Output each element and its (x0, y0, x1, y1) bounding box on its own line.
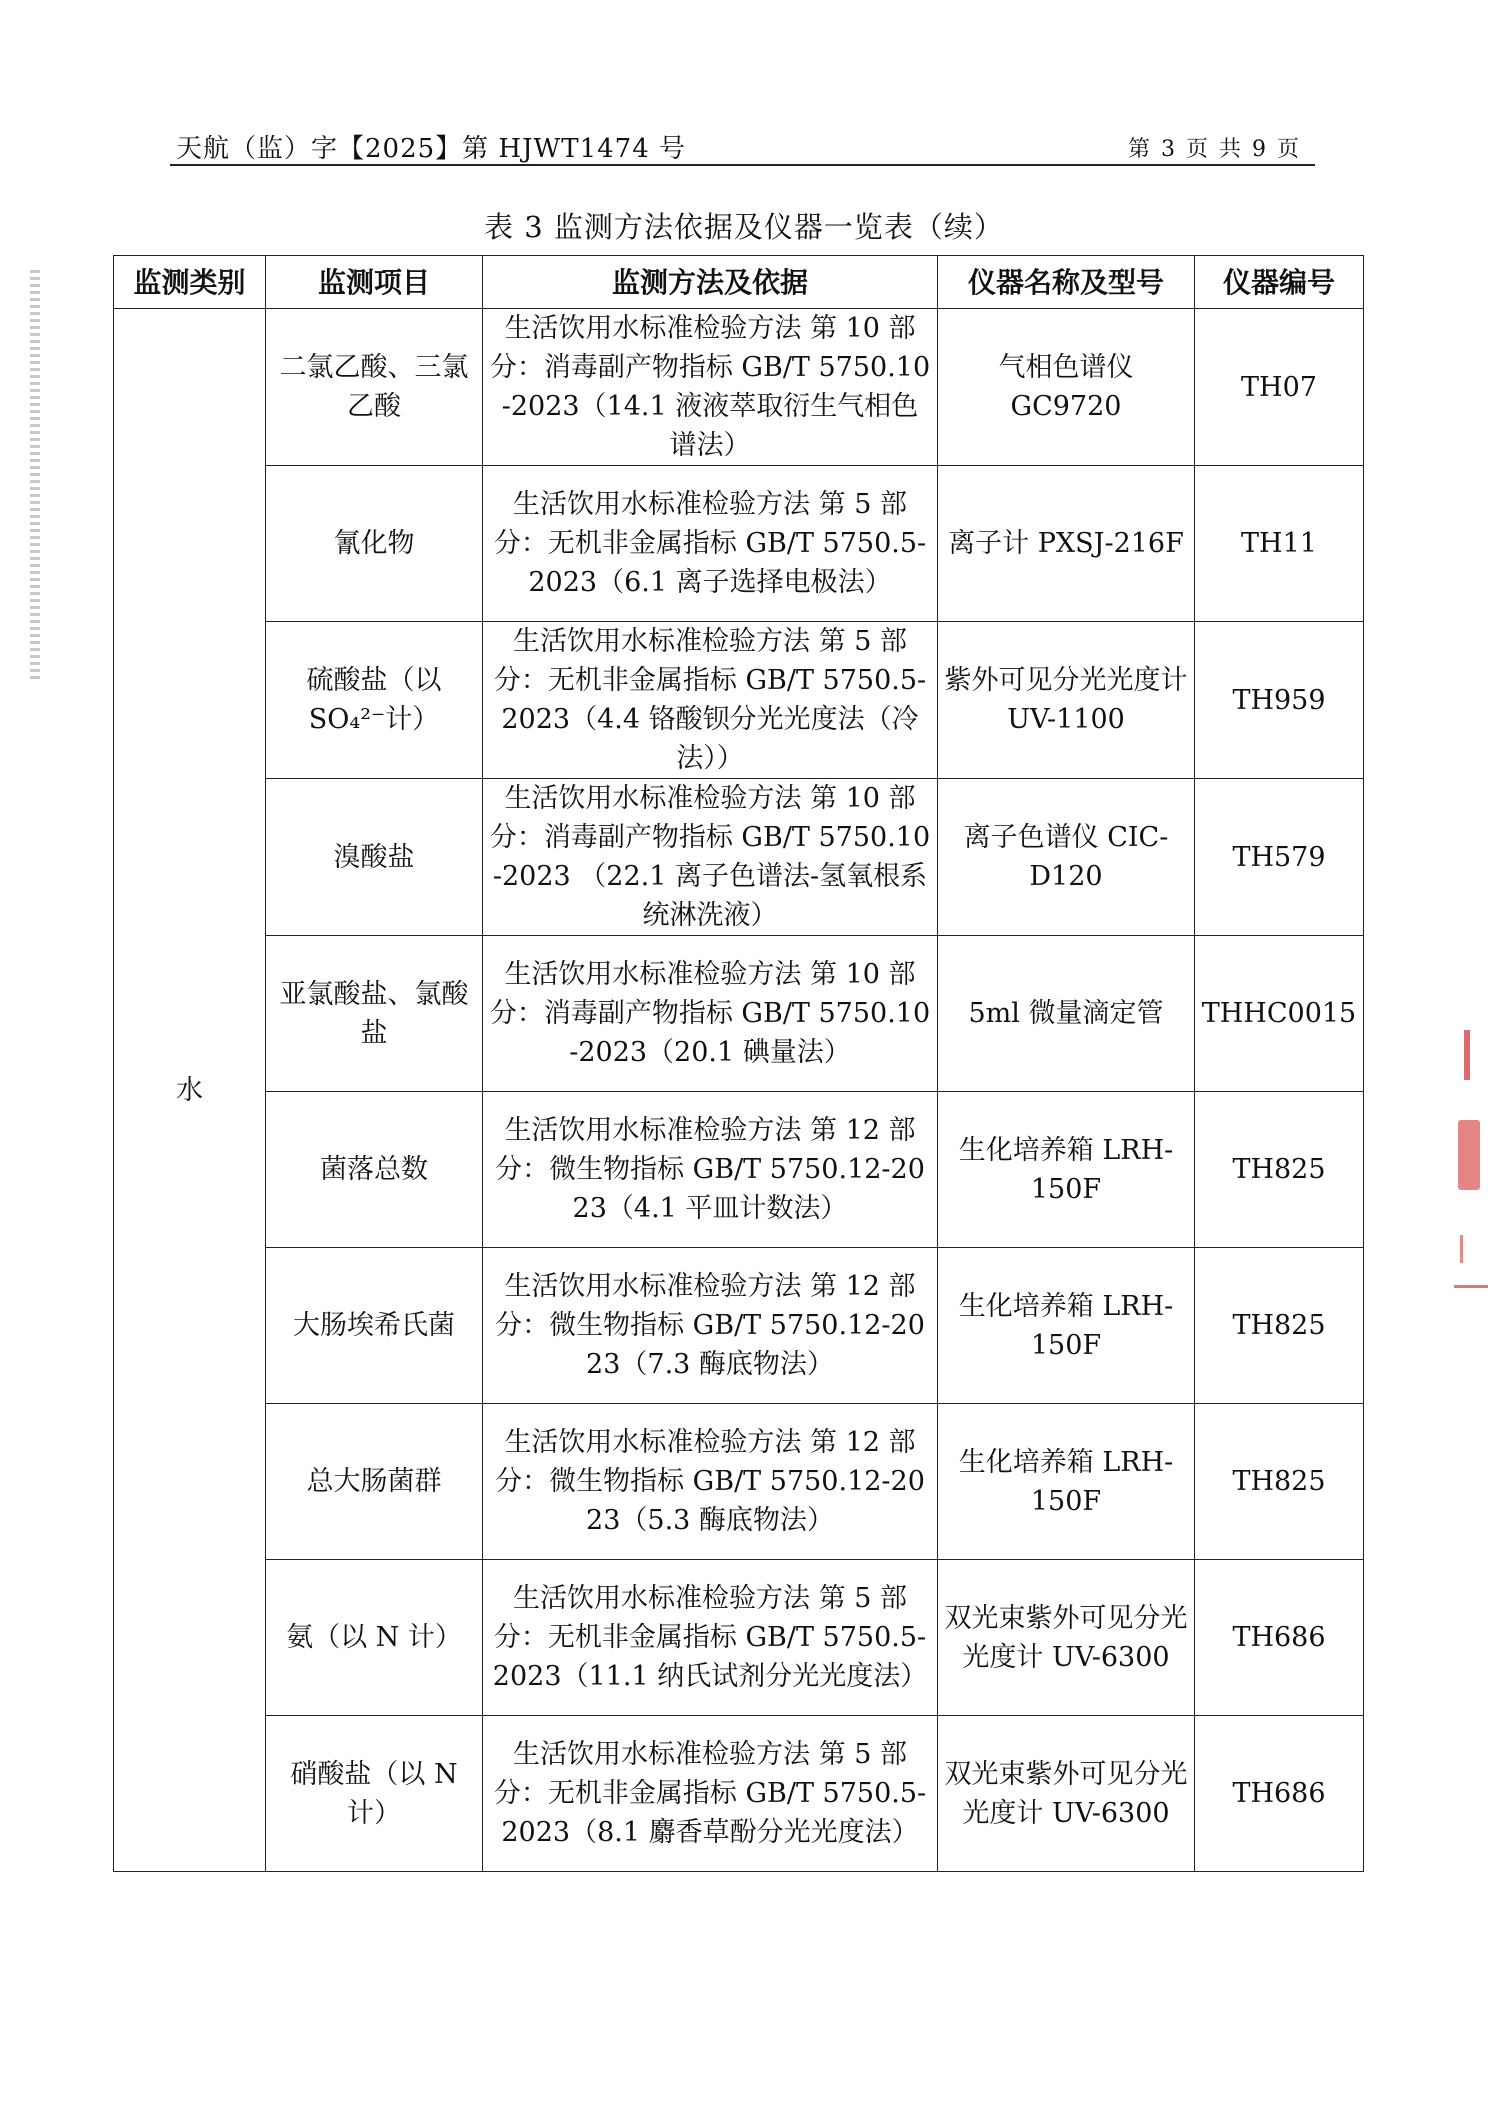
method-cell: 生活饮用水标准检验方法 第 5 部分：无机非金属指标 GB/T 5750.5-2023（8.1 麝香草酚分光光度法） (483, 1716, 938, 1872)
item-cell: 二氯乙酸、三氯乙酸 (266, 309, 483, 466)
instrument-cell: 生化培养箱 LRH-150F (938, 1092, 1195, 1248)
binding-margin-marks (30, 270, 40, 680)
method-cell: 生活饮用水标准检验方法 第 10 部分：消毒副产物指标 GB/T 5750.10-2023（14.1 液液萃取衍生气相色谱法） (483, 309, 938, 466)
instrument-code-cell: TH686 (1195, 1716, 1364, 1872)
instrument-code-cell: TH825 (1195, 1404, 1364, 1560)
col-header-category: 监测类别 (114, 256, 266, 309)
table-row (114, 622, 1364, 779)
instrument-cell: 离子计 PXSJ-216F (938, 466, 1195, 622)
item-cell: 硝酸盐（以 N 计） (266, 1716, 483, 1872)
instrument-code-cell: TH825 (1195, 1092, 1364, 1248)
instrument-code-cell: TH579 (1195, 779, 1364, 936)
method-cell: 生活饮用水标准检验方法 第 5 部分：无机非金属指标 GB/T 5750.5-2023（6.1 离子选择电极法） (483, 466, 938, 622)
category-cell: 水 (114, 309, 266, 1872)
method-instrument-table (113, 255, 1364, 1872)
instrument-cell: 双光束紫外可见分光光度计 UV-6300 (938, 1716, 1195, 1872)
instrument-code-cell: TH686 (1195, 1560, 1364, 1716)
col-header-method: 监测方法及依据 (483, 256, 938, 309)
table-row (114, 779, 1364, 936)
instrument-cell: 5ml 微量滴定管 (938, 936, 1195, 1092)
table-row (114, 1404, 1364, 1560)
table-row (114, 466, 1364, 622)
instrument-cell: 离子色谱仪 CIC-D120 (938, 779, 1195, 936)
table-title: 表 3 监测方法依据及仪器一览表（续） (484, 210, 1004, 244)
item-cell: 大肠埃希氏菌 (266, 1248, 483, 1404)
table-row (114, 1560, 1364, 1716)
method-cell: 生活饮用水标准检验方法 第 12 部分：微生物指标 GB/T 5750.12-2023（7.3 酶底物法） (483, 1248, 938, 1404)
table-row (114, 1248, 1364, 1404)
item-cell: 氰化物 (266, 466, 483, 622)
method-cell: 生活饮用水标准检验方法 第 12 部分：微生物指标 GB/T 5750.12-2023（4.1 平皿计数法） (483, 1092, 938, 1248)
table-row (114, 936, 1364, 1092)
page-header (170, 128, 1315, 166)
item-cell: 硫酸盐（以 SO₄²⁻计） (266, 622, 483, 779)
method-cell: 生活饮用水标准检验方法 第 5 部分：无机非金属指标 GB/T 5750.5-2023（4.4 铬酸钡分光光度法（冷法）） (483, 622, 938, 779)
method-cell: 生活饮用水标准检验方法 第 5 部分：无机非金属指标 GB/T 5750.5-2023（11.1 纳氏试剂分光光度法） (483, 1560, 938, 1716)
instrument-cell: 生化培养箱 LRH-150F (938, 1248, 1195, 1404)
instrument-code-cell: TH825 (1195, 1248, 1364, 1404)
table-header-row (114, 256, 1364, 309)
item-cell: 亚氯酸盐、氯酸盐 (266, 936, 483, 1092)
table-row (114, 1092, 1364, 1248)
item-cell: 氨（以 N 计） (266, 1560, 483, 1716)
method-cell: 生活饮用水标准检验方法 第 12 部分：微生物指标 GB/T 5750.12-2023（5.3 酶底物法） (483, 1404, 938, 1560)
instrument-code-cell: TH07 (1195, 309, 1364, 466)
instrument-code-cell: THHC0015 (1195, 936, 1364, 1092)
method-cell: 生活饮用水标准检验方法 第 10 部分：消毒副产物指标 GB/T 5750.10-2023（20.1 碘量法） (483, 936, 938, 1092)
page-number: 第 3 页 共 9 页 (1128, 137, 1301, 162)
item-cell: 菌落总数 (266, 1092, 483, 1248)
seal-stamp-edge (1454, 1030, 1488, 1310)
instrument-code-cell: TH11 (1195, 466, 1364, 622)
instrument-cell: 生化培养箱 LRH-150F (938, 1404, 1195, 1560)
item-cell: 溴酸盐 (266, 779, 483, 936)
instrument-code-cell: TH959 (1195, 622, 1364, 779)
report-number: 天航（监）字【2025】第 HJWT1474 号 (176, 134, 687, 164)
item-cell: 总大肠菌群 (266, 1404, 483, 1560)
col-header-item: 监测项目 (266, 256, 483, 309)
instrument-cell: 紫外可见分光光度计 UV-1100 (938, 622, 1195, 779)
table-row (114, 309, 1364, 466)
col-header-code: 仪器编号 (1195, 256, 1364, 309)
instrument-cell: 气相色谱仪 GC9720 (938, 309, 1195, 466)
method-cell: 生活饮用水标准检验方法 第 10 部分：消毒副产物指标 GB/T 5750.10-2023 （22.1 离子色谱法-氢氧根系统淋洗液） (483, 779, 938, 936)
col-header-instrument: 仪器名称及型号 (938, 256, 1195, 309)
table-row (114, 1716, 1364, 1872)
instrument-cell: 双光束紫外可见分光光度计 UV-6300 (938, 1560, 1195, 1716)
